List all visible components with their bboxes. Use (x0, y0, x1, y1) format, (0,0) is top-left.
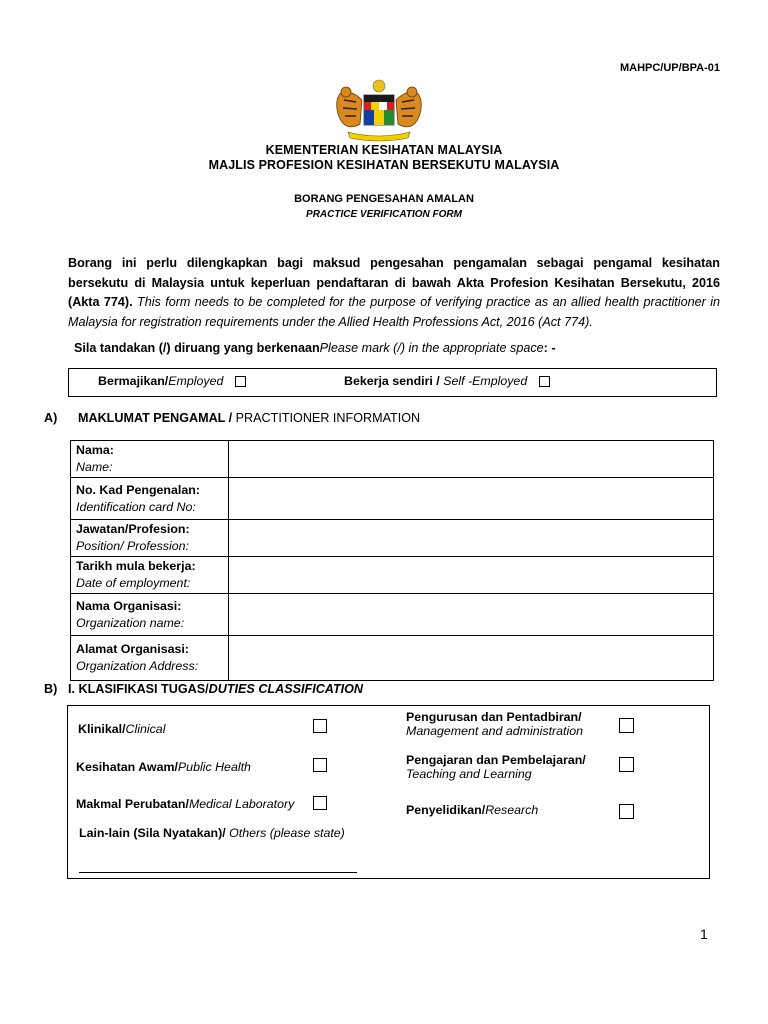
section-a-letter: A) (44, 411, 58, 425)
employment-type-box (68, 368, 717, 397)
table-row (71, 520, 714, 557)
table-row (71, 557, 714, 594)
self-employed-checkbox[interactable] (539, 376, 550, 387)
page-number: 1 (700, 926, 708, 942)
malaysia-crest-logo (328, 78, 430, 144)
employed-option (98, 374, 246, 388)
medical-lab-checkbox[interactable] (313, 796, 327, 810)
instruction-suffix: : - (543, 341, 556, 355)
organization-address-field[interactable] (229, 636, 714, 681)
section-a-title-malay: MAKLUMAT PENGAMAL / (78, 411, 236, 425)
teaching-checkbox[interactable] (619, 757, 634, 772)
section-b-title-english: DUTIES CLASSIFICATION (208, 682, 364, 696)
council-name: MAJLIS PROFESION KESIHATAN BERSEKUTU MALAYSIA (208, 158, 560, 172)
intro-malay: Borang ini perlu dilengkapkan bagi maksud pengesahan pengamalan sebagai pengamal kesihatan bersekutu di Malaysia untuk keperluan pendaftaran di bawah Akta Profesion Kesihatan Bersekutu, 2016 (Akta 774). (68, 256, 720, 309)
form-title: BORANG PENGESAHAN AMALAN (294, 193, 474, 205)
table-row (71, 594, 714, 636)
table-row (71, 636, 714, 681)
section-b-title-malay: I. KLASIFIKASI TUGAS/ (68, 682, 209, 696)
ministry-name: KEMENTERIAN KESIHATAN MALAYSIA (265, 143, 503, 157)
form-subtitle: PRACTICE VERIFICATION FORM (306, 209, 462, 220)
public-health-option: Kesihatan Awam/Public Health (76, 760, 251, 774)
teaching-option: Pengajaran dan Pembelajaran/ Teaching and Learning (406, 753, 586, 781)
employed-label-english: Employed (168, 374, 224, 388)
employment-date-label: Tarikh mula bekerja: Date of employment: (71, 557, 229, 594)
position-label: Jawatan/Profesion: Position/ Profession: (71, 520, 229, 557)
organization-address-label: Alamat Organisasi: Organization Address: (71, 636, 229, 681)
research-option: Penyelidikan/Research (406, 803, 539, 817)
self-employed-label-english: Self -Employed (443, 374, 528, 388)
section-a-title (78, 411, 420, 425)
organization-name-field[interactable] (229, 594, 714, 636)
organization-name-label: Nama Organisasi: Organization name: (71, 594, 229, 636)
management-option: Pengurusan dan Pentadbiran/ Management and administration (406, 710, 584, 738)
intro-paragraph (68, 254, 720, 332)
research-checkbox[interactable] (619, 804, 634, 819)
section-a-title-english: PRACTITIONER INFORMATION (235, 411, 421, 425)
name-field[interactable] (229, 441, 714, 478)
self-employed-label-malay: Bekerja sendiri / (344, 374, 444, 388)
document-code: MAHPC/UP/BPA-01 (619, 62, 720, 74)
ic-number-label: No. Kad Pengenalan: Identification card No: (71, 478, 229, 520)
intro-english: This form needs to be completed for the purpose of verifying practice as an allied health practitioner in Malaysia for registration requirements under the Allied Health Professions Act, 2016 (Act 774). (68, 295, 720, 329)
table-row (71, 441, 714, 478)
others-option: Lain-lain (Sila Nyatakan)/ Others (please state) (79, 826, 345, 840)
practitioner-info-table (70, 440, 714, 681)
instruction-english: Please mark (/) in the appropriate space (319, 341, 544, 355)
position-field[interactable] (229, 520, 714, 557)
instruction-malay: Sila tandakan (/) diruang yang berkenaan (74, 341, 320, 355)
employed-label-malay: Bermajikan/ (98, 374, 169, 388)
clinical-checkbox[interactable] (313, 719, 327, 733)
name-label: Nama: Name: (71, 441, 229, 478)
duties-classification-box (67, 705, 710, 879)
medical-lab-option: Makmal Perubatan/Medical Laboratory (76, 797, 295, 811)
public-health-checkbox[interactable] (313, 758, 327, 772)
instruction (74, 341, 556, 355)
management-checkbox[interactable] (619, 718, 634, 733)
section-b-title (68, 682, 363, 696)
clinical-option: Klinikal/Clinical (78, 722, 166, 736)
others-text-line[interactable] (79, 872, 357, 873)
employed-checkbox[interactable] (235, 376, 246, 387)
ic-number-field[interactable] (229, 478, 714, 520)
self-employed-option (344, 374, 550, 388)
table-row (71, 478, 714, 520)
section-b-letter: B) (44, 682, 58, 696)
employment-date-field[interactable] (229, 557, 714, 594)
